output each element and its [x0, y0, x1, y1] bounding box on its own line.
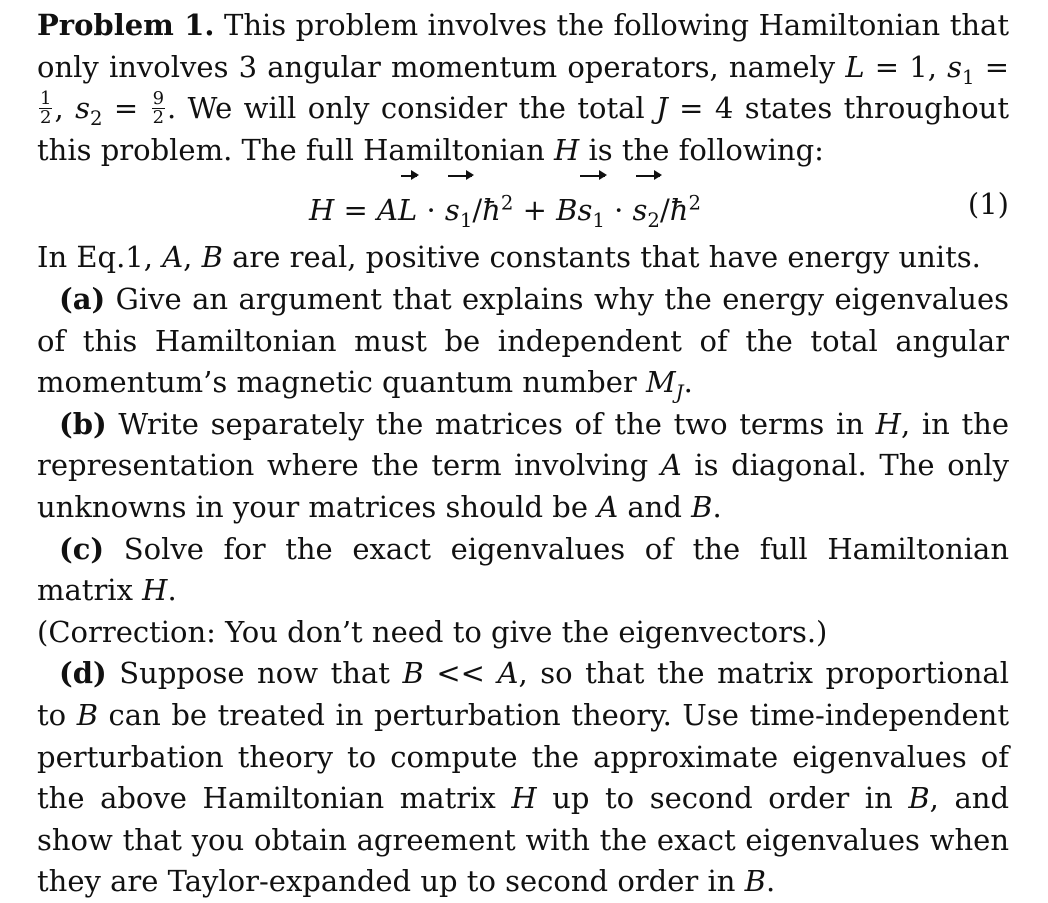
symbol-H: H	[554, 132, 580, 167]
vector-s1-b: $s_1$	[577, 171, 604, 243]
symbol-L: L	[845, 49, 865, 84]
J-value: = 4	[667, 91, 734, 126]
problem-intro: Problem 1. This problem involves the following Hamiltonian that only involves 3 angular momentum operators, namely L = 1, $s_1$ = $\frac{1}{2}$ , $s_2$ = $\frac{9}{2}$ . We will only consider the total J = 4 states throughout this problem. The full Hamiltonian H is the following:	[37, 8, 1010, 167]
part-a-label: (a)	[59, 281, 106, 316]
fraction-nine-halves: $\frac{9}{2}$	[152, 87, 165, 128]
problem-document	[37, 5, 1009, 903]
hamiltonian-equation	[37, 171, 1009, 237]
vector-L: L	[398, 171, 417, 243]
equation-number: (1)	[967, 187, 1009, 222]
part-c-correction: (Correction: You don’t need to give the eigenvectors.)	[37, 614, 828, 649]
part-b-label: (b)	[59, 406, 107, 441]
symbol-s2: s	[75, 91, 90, 126]
s2-subscript: 2	[89, 106, 103, 130]
fraction-half: $\frac{1}{2}$	[40, 87, 52, 128]
part-c: (c) Solve for the exact eigenvalues of the full Hamiltonian matrix H. (Correction: You don’t need to give the eigenvectors.)	[37, 531, 1009, 649]
intro-text-1: This problem involves the following Hamiltonian that only involves 3 angular momentum operators, namely	[37, 8, 1010, 84]
problem-label: Problem 1.	[37, 8, 215, 42]
part-d-label: (d)	[59, 656, 107, 691]
part-d: (d) Suppose now that B << A, so that the matrix proportional to B can be treated in perturbation theory. Use time-independent perturbation theory to compute the approximate eigenvalues of the above Hamiltonian matrix H up to second order in B, and show that you obtain agreement with the exact eigenvalues when they are Taylor-expanded up to second order in B.	[37, 656, 1010, 899]
intro-text-4: is the following:	[579, 132, 824, 167]
part-b: (b) Write separately the matrices of the two terms in H, in the representation where the term involving A is diagonal. The only unknowns in your matrices should be A and B.	[37, 406, 1009, 524]
hbar-symbol: ħ	[482, 193, 501, 228]
intro-text-2: We will only consider the total	[176, 91, 657, 126]
vector-s2: $s_2$	[633, 171, 660, 243]
symbol-s1: s	[947, 49, 962, 84]
symbol-J: J	[656, 91, 668, 126]
L-value: 1	[909, 49, 928, 84]
part-a: (a) Give an argument that explains why the energy eigenvalues of this Hamiltonian must be independent of the total angular momentum’s magnetic quantum number $M_J$.	[37, 281, 1009, 404]
vector-s1: $s_1$	[445, 171, 472, 243]
hbar-symbol-2: ħ	[669, 193, 689, 228]
part-c-label: (c)	[59, 531, 105, 566]
s1-subscript: 1	[961, 65, 975, 89]
intro-text-3: states throughout this problem. The full Hamiltonian	[37, 91, 1009, 167]
equation-body: H = AL · $s_1/ħ^2 + Bs_1$ · $s_2/ħ^2$	[309, 171, 701, 243]
eq-sign: =	[864, 49, 910, 84]
constants-note: In Eq.1, A, B are real, positive constants that have energy units.	[37, 240, 981, 275]
